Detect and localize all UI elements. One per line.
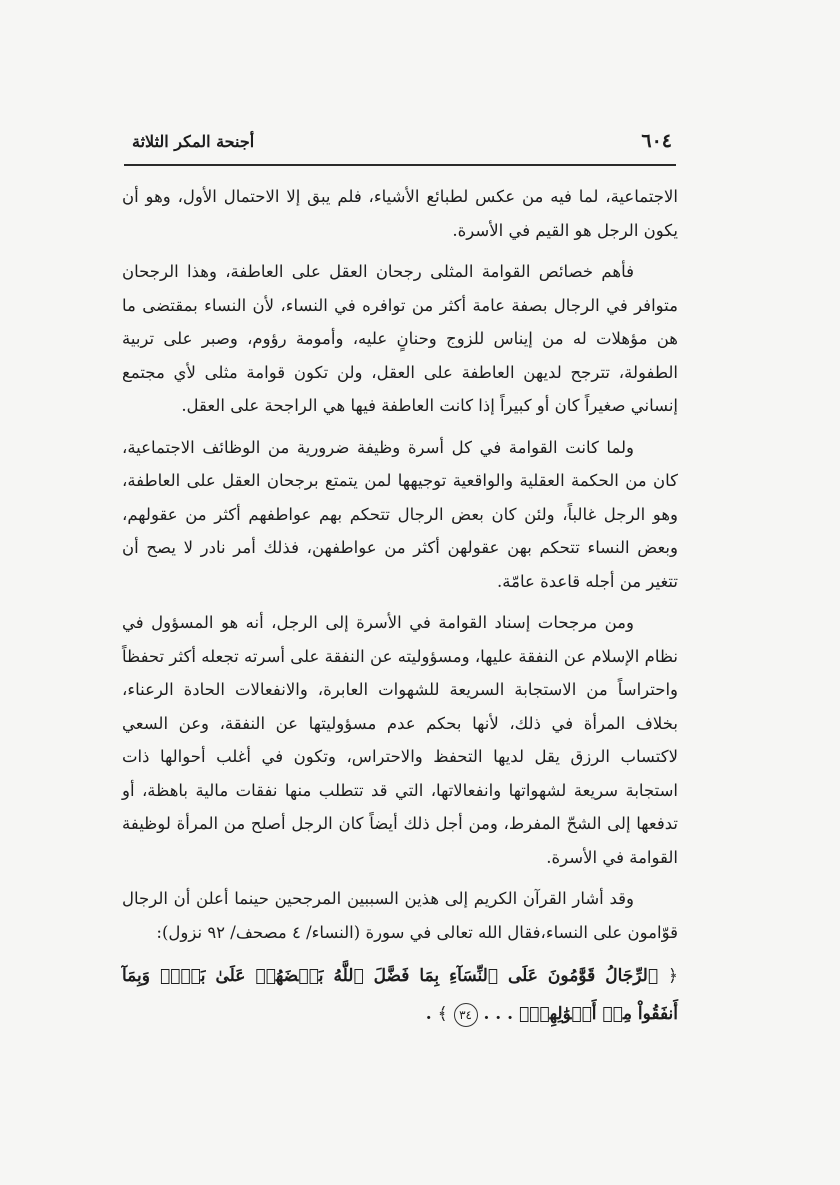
header-divider	[124, 164, 676, 166]
verse-close-bracket: ﴾	[437, 1004, 448, 1024]
page-header	[122, 128, 678, 162]
paragraph-continuation: الاجتماعية، لما فيه من عكس لطبائع الأشياء، فلم يبق إلا الاحتمال الأول، وهو أن يكون الرجل هو القيم في الأسرة.	[122, 187, 678, 240]
verse-open-bracket: ﴿	[668, 966, 678, 986]
verse-end-punct: .	[425, 1004, 432, 1024]
paragraph: فأهم خصائص القوامة المثلى رجحان العقل على العاطفة، وهذا الرجحان متوافر في الرجال بصفة عامة أكثر من توافره في النساء، لأن النساء بمقتضى ما هن مؤهلات له من إيناس للزوج وحنانٍ عليه، وأمومة رؤوم، وصبر على تربية الطفولة، تترجح لديهن العاطفة على العقل، ولن تكون قوامة مثلى لأي مجتمع إنساني صغيراً كان أو كبيراً إذا كانت العاطفة فيها هي الراجحة على العقل.	[122, 262, 678, 415]
paragraph: ومن مرجحات إسناد القوامة في الأسرة إلى الرجل، أنه هو المسؤول في نظام الإسلام عن النفقة عليها، ومسؤوليته عن النفقة على أسرته تجعله أكثر تحفظاً واحتراساً من الاستجابة السريعة للشهوات العابرة، والانفعالات الحادة الرعناء، بخلاف المرأة في ذلك، لأنها بحكم عدم مسؤوليتها عن النفقة، وعن السعي لاكتساب الرزق يقل لديها التحفظ والاحتراس، وتكون في أغلب أحوالها ذات استجابة سريعة لشهواتها وانفعالاتها، التي قد تتطلب منها نفقات مالية باهظة، أو تدفعها إلى الشحّ المفرط، ومن أجل ذلك أيضاً كان الرجل أصلح من المرأة لوظيفة القوامة في الأسرة.	[122, 613, 678, 867]
paragraph: وقد أشار القرآن الكريم إلى هذين السببين المرجحين حينما أعلن أن الرجال قوّامون على النساء،فقال الله تعالى في سورة (النساء/ ٤ مصحف/ ٩٢ نزول):	[122, 889, 678, 942]
ayah-number-marker: ٣٤	[454, 1003, 478, 1027]
verse-text: ٱلرِّجَالُ قَوَّٰمُونَ عَلَى ٱلنِّسَآءِ بِمَا فَضَّلَ ٱللَّهُ بَعۡضَهُمۡ عَلَىٰ بَعۡضٖ وَبِمَآ أَنفَقُواْ مِنۡ أَمۡوَٰلِهِمۡۚ . . .	[122, 966, 678, 1024]
paragraph: ولما كانت القوامة في كل أسرة وظيفة ضرورية من الوظائف الاجتماعية، كان من الحكمة العقلية والواقعية توجيهها لمن يتمتع برجحان العقل على العاطفة، وهو الرجل غالباً، ولئن كان بعض الرجال تتحكم بهم عواطفهم أكثر من عقولهم، وبعض النساء تتحكم بهن عقولهن أكثر من عواطفهن، فذلك أمر نادر لا يصح أن تتغير من أجله قاعدة عامّة.	[122, 437, 678, 591]
quran-verse	[122, 957, 678, 1033]
running-title: أجنحة المكر الثلاثة	[132, 132, 255, 151]
page-body	[122, 180, 678, 1033]
page-number: ٦٠٤	[641, 130, 672, 152]
